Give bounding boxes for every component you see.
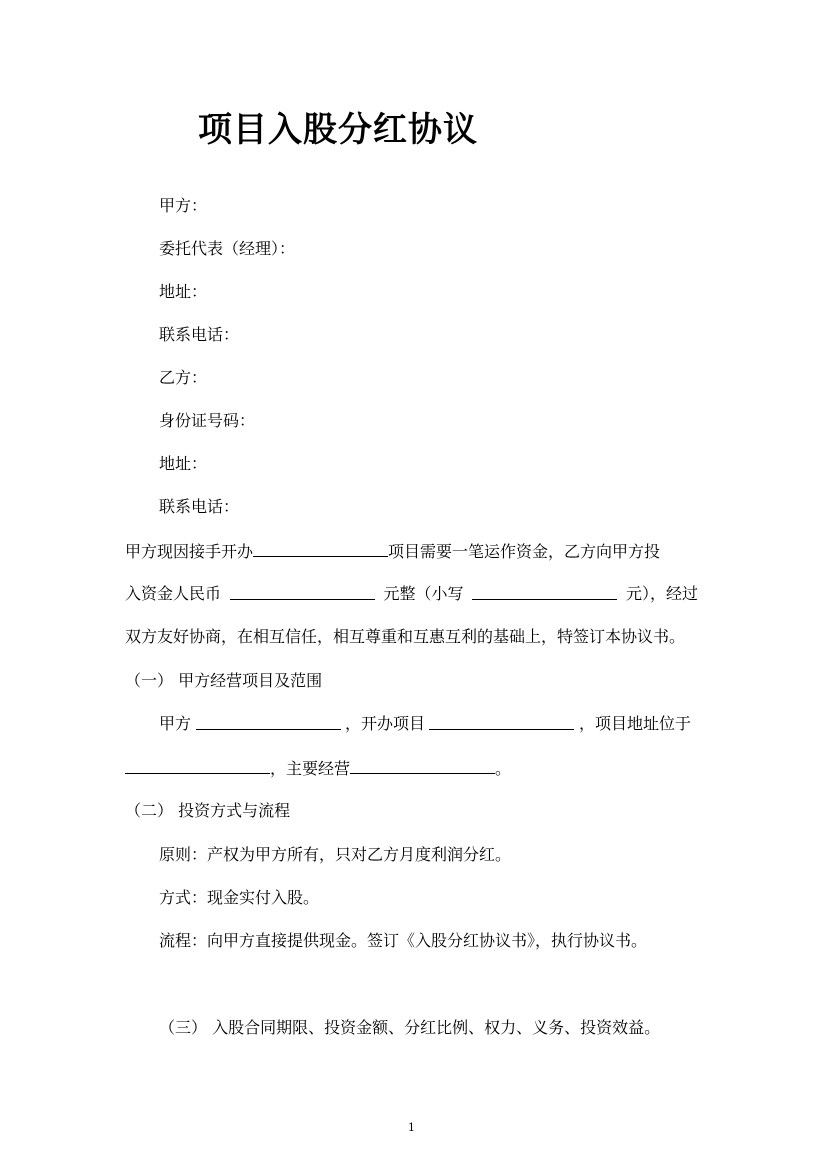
party-b-label: 乙方： — [159, 368, 208, 387]
section-2-heading: （二） 投资方式与流程 — [125, 801, 291, 820]
address-a-label: 地址： — [159, 282, 208, 301]
method-text: 方式：现金实付入股。 — [159, 888, 320, 907]
address-b-label: 地址： — [159, 454, 208, 473]
intro-line-2 — [125, 584, 698, 604]
page-number: 1 — [408, 1121, 415, 1134]
section-1-line-2 — [125, 758, 511, 779]
intro-text: 入资金人民币 — [125, 584, 222, 603]
party-a-name-blank[interactable] — [196, 714, 341, 730]
main-business-blank[interactable] — [350, 758, 495, 774]
intro-text: 项目需要一笔运作资金，乙方向甲方投 — [388, 542, 661, 561]
intro-text: 元整（小写 — [383, 584, 464, 603]
section-3-heading: （三） 入股合同期限、投资金额、分红比例、权力、义务、投资效益。 — [159, 1018, 661, 1037]
party-a-label: 甲方： — [159, 196, 208, 215]
phone-a-label: 联系电话： — [159, 325, 240, 344]
id-number-label: 身份证号码： — [159, 411, 256, 430]
intro-line-3: 双方友好协商，在相互信任，相互尊重和互惠互利的基础上，特签订本协议书。 — [125, 627, 686, 646]
section-1-heading: （一） 甲方经营项目及范围 — [125, 671, 323, 690]
section-1-line-1 — [159, 714, 691, 734]
section-text: ，主要经营 — [270, 759, 351, 778]
section-text: ，开办项目 — [344, 714, 425, 733]
intro-text: 元），经过 — [625, 584, 698, 603]
principle-text: 原则：产权为甲方所有，只对乙方月度利润分红。 — [159, 845, 512, 864]
intro-text: 甲方现因接手开办 — [125, 542, 254, 561]
section-text: 。 — [495, 759, 512, 778]
document-title: 项目入股分红协议 — [198, 110, 478, 150]
amount-lowercase-blank[interactable] — [472, 584, 617, 600]
representative-label: 委托代表（经理）： — [159, 239, 296, 258]
amount-uppercase-blank[interactable] — [230, 584, 375, 600]
process-text: 流程：向甲方直接提供现金。签订《入股分红协议书》，执行协议书。 — [159, 931, 648, 950]
section-text: 甲方 — [159, 714, 192, 733]
phone-b-label: 联系电话： — [159, 497, 240, 516]
project-name-blank[interactable] — [253, 541, 388, 557]
project-address-blank[interactable] — [125, 758, 270, 774]
intro-line-1 — [125, 541, 698, 562]
section-text: ，项目地址位于 — [578, 714, 691, 733]
project-blank[interactable] — [429, 714, 574, 730]
